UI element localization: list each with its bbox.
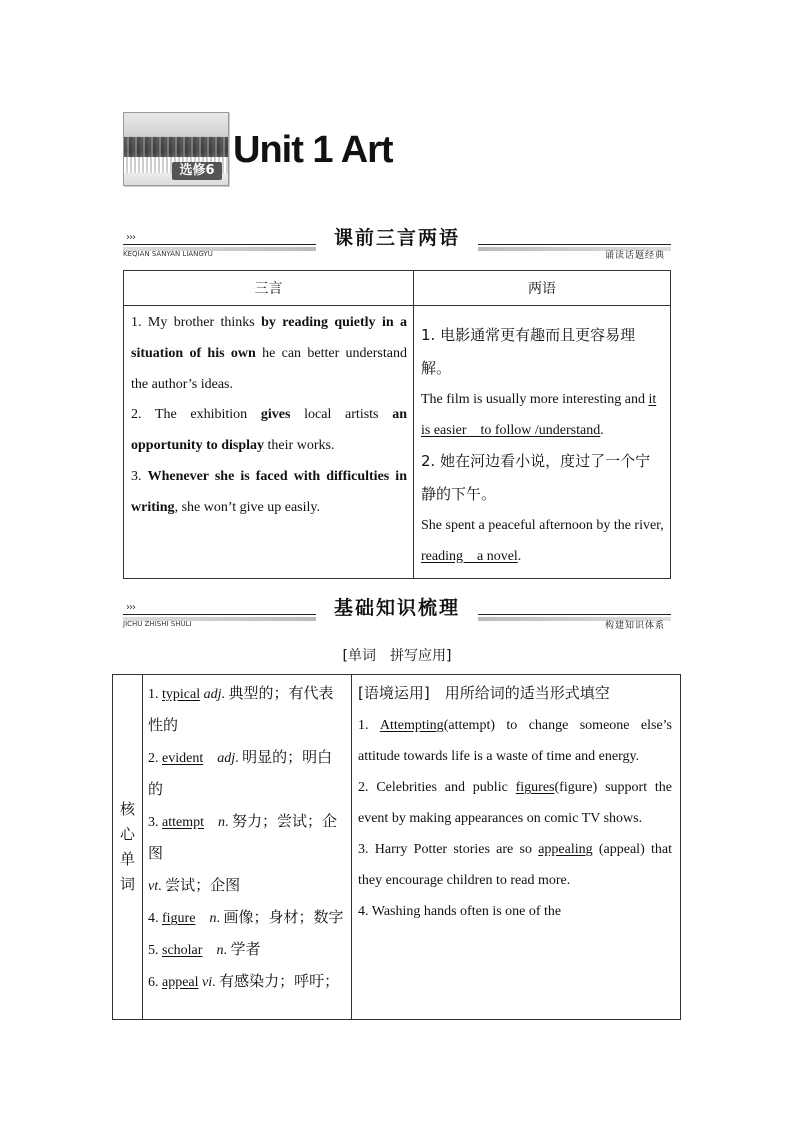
banner-title: 课前三言两语 — [333, 227, 460, 249]
column-header-liangyu: 两语 — [414, 271, 671, 306]
unit-thumbnail-image — [123, 112, 229, 186]
banner-subtitle: 诵读话题经典 — [604, 251, 665, 261]
core-words-label: 核 心 单 词 — [113, 675, 143, 1020]
core-vocabulary-table — [112, 674, 681, 1020]
sanyan-sentences: 1. My brother thinks by reading quietly in a situation of his own he can better understand the author’s ideas. 2. The exhibition gives local artists an opportunity to display their works. 3. Whenever she is faced with difficulties in writing, she won’t give up easily. — [124, 306, 414, 579]
vocabulary-subhead: [单词 拼写应用] — [342, 648, 452, 664]
sanyan-liangyu-table — [123, 270, 671, 579]
context-exercises: [语境运用] 用所给词的适当形式填空 1. Attempting(attempt) to change someone else’s attitude towards life is a waste of time and energy. 2. Celebrities and public figures(figure) support the event by making appearances on comic TV shows. 3. Harry Potter stories are so appealing (appeal) that they encourage children to read more. 4. Washing hands often is one of the — [352, 675, 681, 1020]
thumbnail-trees — [124, 137, 228, 159]
section-banner-keqian — [123, 227, 671, 261]
banner-title: 基础知识梳理 — [333, 597, 460, 619]
liangyu-sentences: 1. 电影通常更有趣而且更容易理解。 The film is usually more interesting and it is easier to follow /understand. 2. 她在河边看小说，度过了一个宁静的下午。 She spent a peaceful afternoon by the river, reading a novel. — [414, 306, 671, 579]
chevrons-icon: ››› — [126, 602, 135, 613]
chevrons-icon: ››› — [126, 232, 135, 243]
unit-title: Unit 1 Art — [233, 129, 393, 171]
banner-pinyin: KEQIAN SANYAN LIANGYU — [123, 250, 213, 258]
word-list: 1. typical adj. 典型的；有代表性的 2. evident adj. 明显的；明白的 3. attempt n. 努力；尝试；企图 vt. 尝试；企图 4. figure n. 画像；身材；数字 5. scholar n. 学者 6. appeal vi. 有感染力；呼吁； — [143, 675, 352, 1020]
banner-subtitle: 构建知识体系 — [604, 621, 665, 631]
section-banner-jichu — [123, 597, 671, 631]
banner-pinyin: JICHU ZHISHI SHULI — [123, 620, 192, 628]
elective-tag: 选修6 — [172, 162, 222, 180]
column-header-sanyan: 三言 — [124, 271, 414, 306]
